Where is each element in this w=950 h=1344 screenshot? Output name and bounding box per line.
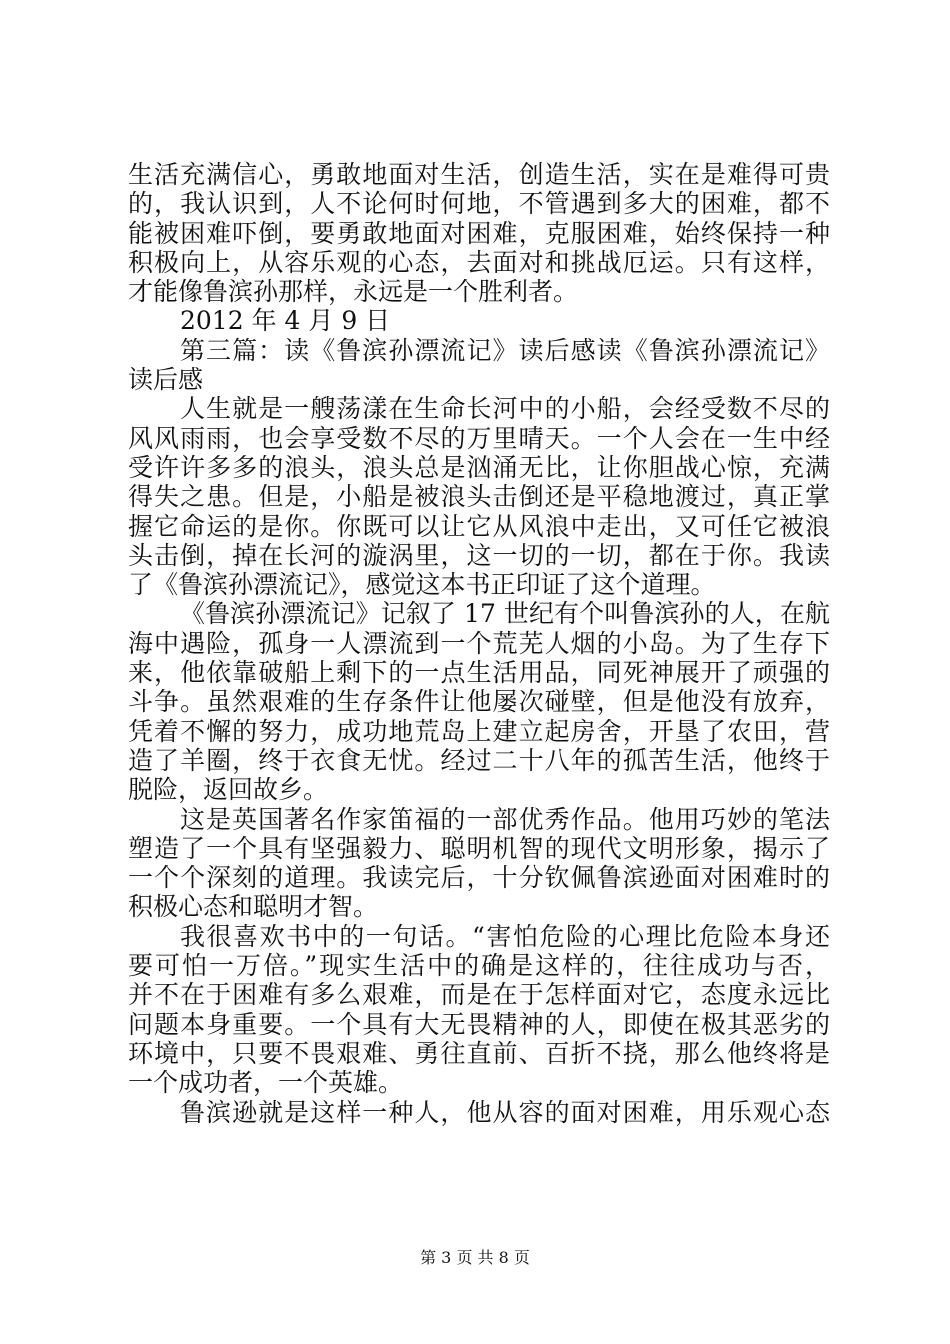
section-heading: 第三篇：读《鲁滨孙漂流记》读后感读《鲁滨孙漂流记》 [180, 335, 830, 365]
text-line: 造了羊圈，终于衣食无忧。经过二十八年的孤苦生活，他终于 [128, 745, 830, 775]
text-line: 斗争。虽然艰难的生存条件让他屡次碰壁，但是他没有放弃， [128, 687, 830, 717]
text-line: 的，我认识到，人不论何时何地，不管遇到多大的困难，都不 [128, 189, 830, 219]
text-line: 来，他依靠破船上剩下的一点生活用品，同死神展开了顽强的 [128, 658, 830, 688]
text-line: 才能像鲁滨孙那样，永远是一个胜利者。 [128, 277, 579, 307]
text-line: 塑造了一个具有坚强毅力、聪明机智的现代文明形象，揭示了 [128, 833, 830, 863]
text-line: 我很喜欢书中的一句话。“害怕危险的心理比危险本身还 [180, 921, 830, 951]
text-line: 积极心态和聪明才智。 [128, 892, 379, 922]
text-line: 并不在于困难有多么艰难，而是在于怎样面对它，态度永远比 [128, 980, 830, 1010]
text-line: 能被困难吓倒，要勇敢地面对困难，克服困难，始终保持一种 [128, 218, 830, 248]
section-heading: 读后感 [128, 365, 204, 395]
text-line: 头击倒，掉在长河的漩涡里，这一切的一切，都在于你。我读 [128, 540, 830, 570]
text-line: 要可怕一万倍。”现实生活中的确是这样的，往往成功与否， [128, 951, 830, 981]
text-line: 环境中，只要不畏艰难、勇往直前、百折不挠，那么他终将是 [128, 1038, 830, 1068]
text-line: 问题本身重要。一个具有大无畏精神的人，即使在极其恶劣的 [128, 1009, 830, 1039]
text-line: 鲁滨逊就是这样一种人，他从容的面对困难，用乐观心态 [180, 1097, 830, 1127]
text-line: 海中遇险，孤身一人漂流到一个荒芜人烟的小岛。为了生存下 [128, 628, 830, 658]
text-line: 了《鲁滨孙漂流记》，感觉这本书正印证了这个道理。 [128, 570, 716, 600]
text-line: 受许许多多的浪头，浪头总是汹涌无比，让你胆战心惊，充满 [128, 452, 830, 482]
document-body [128, 160, 830, 1127]
text-line: 人生就是一艘荡漾在生命长河中的小船，会经受数不尽的 [180, 394, 830, 424]
text-line: 一个成功者，一个英雄。 [128, 1068, 404, 1098]
text-line: 脱险，返回故乡。 [128, 775, 329, 805]
text-line: 风风雨雨，也会享受数不尽的万里晴天。一个人会在一生中经 [128, 423, 830, 453]
text-line: 《鲁滨孙漂流记》记叙了 17 世纪有个叫鲁滨孙的人，在航 [180, 599, 830, 629]
text-line: 一个个深刻的道理。我读完后，十分钦佩鲁滨逊面对困难时的 [128, 863, 830, 893]
text-line: 生活充满信心，勇敢地面对生活，创造生活，实在是难得可贵 [128, 160, 830, 189]
text-line: 积极向上，从容乐观的心态，去面对和挑战厄运。只有这样， [128, 247, 830, 277]
text-line: 得失之患。但是，小船是被浪头击倒还是平稳地渡过，真正掌 [128, 482, 830, 512]
date-line: 2012 年 4 月 9 日 [180, 306, 391, 336]
text-line: 握它命运的是你。你既可以让它从风浪中走出，又可任它被浪 [128, 511, 830, 541]
text-line: 凭着不懈的努力，成功地荒岛上建立起房舍，开垦了农田，营 [128, 716, 830, 746]
page-number-footer: 第 3 页 共 8 页 [420, 1248, 530, 1267]
text-line: 这是英国著名作家笛福的一部优秀作品。他用巧妙的笔法 [180, 804, 830, 834]
